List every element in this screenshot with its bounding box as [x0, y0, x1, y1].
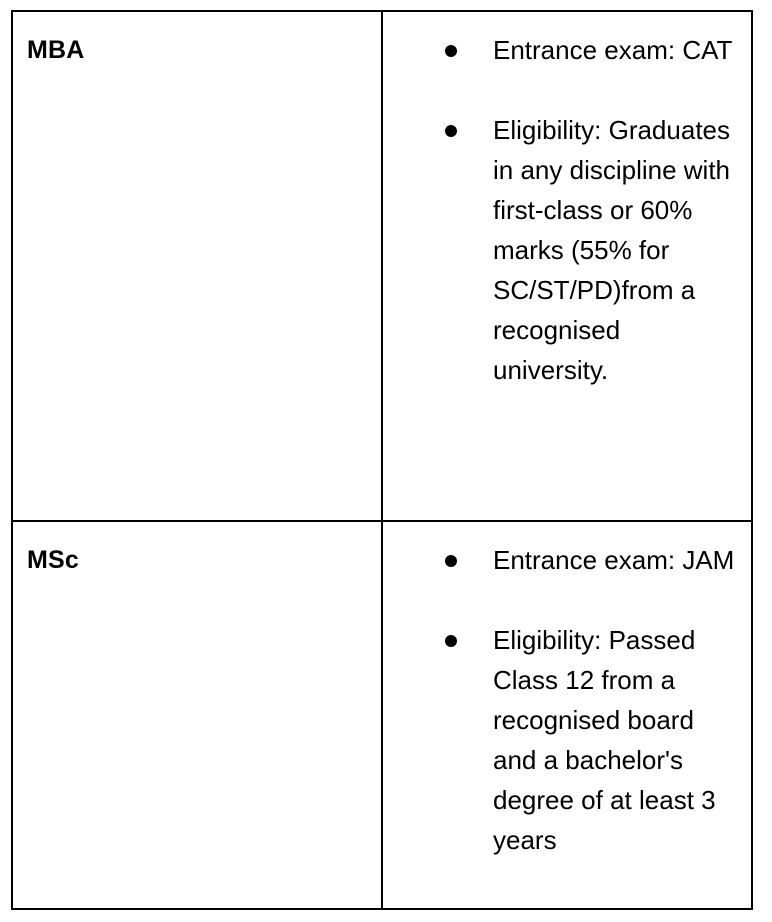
- degree-cell: [12, 521, 382, 909]
- bullet-icon: [445, 635, 457, 647]
- eligibility-text: Eligibility: Graduates in any discipline with first-class or 60% marks (55% for SC/ST/PD)from a recognised university.: [493, 115, 731, 385]
- details-cell: [382, 11, 752, 521]
- details-cell: [382, 521, 752, 909]
- list-item: [383, 110, 751, 390]
- table-row: [12, 521, 752, 909]
- bullet-icon: [445, 45, 457, 57]
- bullet-icon: [445, 125, 457, 137]
- degree-cell: [12, 11, 382, 521]
- degree-name: MSc: [27, 546, 80, 574]
- details-list: [383, 30, 751, 390]
- list-item: [383, 620, 751, 860]
- entrance-exam-text: Entrance exam: JAM: [493, 545, 735, 575]
- list-item: [383, 30, 751, 70]
- entrance-exam-text: Entrance exam: CAT: [493, 35, 733, 65]
- eligibility-table: [11, 10, 753, 910]
- bullet-icon: [445, 555, 457, 567]
- table-row: [12, 11, 752, 521]
- details-list: [383, 540, 751, 860]
- eligibility-text: Eligibility: Passed Class 12 from a recognised board and a bachelor's degree of at least 3 years: [493, 625, 716, 855]
- list-item: [383, 540, 751, 580]
- degree-name: MBA: [27, 36, 85, 64]
